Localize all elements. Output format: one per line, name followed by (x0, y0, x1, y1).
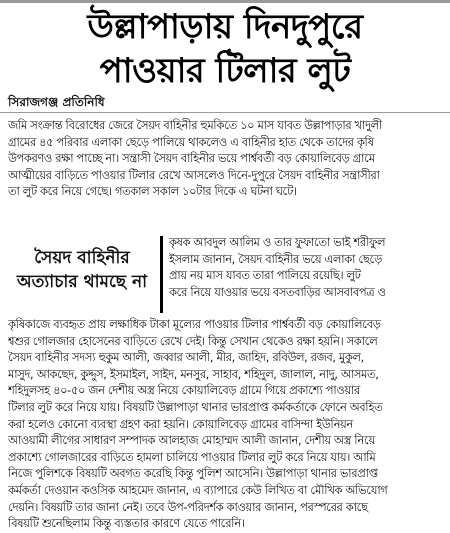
text-line: করে নিয়ে যাওয়ার ভয়ে বসতবাড়ির আসবাবপত্র ও (169, 285, 386, 299)
text-line: গ্রামের ৪৫ পরিবার এলাকা ছেড়ে পালিয়ে থাকলেও এ বাহিনীর হাত থেকে তাদের কৃষি (8, 135, 374, 149)
text-line: কর্মকর্তা দেওয়ান কওসিক আহমেদ জানান, এ ব্যাপারে কেউ লিখিত বা মৌখিক অভিযোগ (8, 483, 388, 497)
headline-line-1: উল্লাপাড়ায় দিনদুপুরে (87, 7, 363, 47)
text-line: জমি সংক্রান্ত বিরোধের জেরে সৈয়দ বাহিনীর হুমকিতে ১০ মাস যাবত উল্লাপাড়ার খাদুলী (8, 119, 382, 132)
text-line: তা লুট করে নিয়ে গেছে। গতকাল সকাল ১০টার দিকে এ ঘটনা ঘটে। (8, 185, 297, 199)
text-line: করা হলেও কোনো ব্যবস্থা গ্রহণ করা হয়নি। কোয়ালিবেড় গ্রামের বাসিন্দা ইউনিয়ন (8, 417, 353, 431)
byline-rule (0, 112, 450, 113)
text-line: টিলার লুট করে নিয়ে যায়। বিষয়টি উল্লাপাড়া থানার ভারপ্রাপ্ত কর্মকর্তাকে ফোনে অবহিত (8, 400, 383, 414)
pull-quote (8, 246, 156, 294)
pull-quote-line-2: অত্যাচার থামছে না (16, 272, 148, 292)
text-line: শ্বশুর গোলজার হোসেনের বাড়িতে রেখে দেই। কিন্তু সেখান থেকেও রক্ষা হয়নি। সকালে (8, 334, 378, 348)
text-line: কৃষক আবদুল আলিম ও তার ফুফাতো ভাই শরীফুল (169, 236, 386, 249)
text-line: মাসুদ, আকছেদ, কুদ্দুস, ইসমাইল, সাইদ, মনসুর, সাহাব, শহিদুল, জালাল, নাদু, আসমত, (8, 367, 379, 381)
text-line: শহিদুলসহ ৪০-৫০ জন দেশীয় অস্ত্র নিয়ে কোয়ালিবেড় গ্রামে গিয়ে প্রকাশ্যে পাওয়ার (8, 384, 360, 398)
text-line: আত্মীয়ের বাড়িতে পাওয়ার টিলার রেখে আসলেও দিনে-দুপুরে সৈয়দ বাহিনীর সন্ত্রাসীরা (8, 168, 380, 182)
pull-quote-bar (160, 236, 163, 313)
paragraph-side-column (169, 235, 444, 301)
text-line: কৃষিকাজে ব্যবহৃত প্রায় লক্ষাধিক টাকা মূল্যের পাওয়ার টিলার পার্শ্ববর্তী বড় কোয়ালিবেড় (8, 318, 381, 331)
text-line: দেয়নি। বিষয়টি তার জানা নেই। তবে উপ-পরিদর্শক কাওয়ার জানান, পরস্পরের কাছে (8, 500, 368, 514)
byline: সিরাজগঞ্জ প্রতিনিধি (8, 95, 105, 109)
pull-quote-line-1: সৈয়দ বাহিনীর (34, 248, 130, 268)
text-line: প্রায় নয় মাস যাবত তারা পালিয়ে রয়েছি। লুট (169, 269, 361, 283)
text-line: প্রকাশ্যে গোলজারের বাড়িতে হামলা চালিয়ে পাওয়ার টিলার লুট করে নিয়ে যায়। আমি (8, 450, 376, 464)
text-line: বিষয়টি শুনেছিলাম কিন্তু ব্যস্ততার কারণে যেতে পারেনি। (8, 517, 245, 531)
paragraph-intro (8, 118, 444, 201)
top-rule (0, 0, 450, 3)
text-line: আওয়ামী লীগের সাধারণ সম্পাদক আলহাজ মোহাম্মদ আলী জানান, দেশীয় অস্ত্র নিয়ে (8, 434, 375, 448)
text-line: নিজে পুলিশকে বিষয়টি অবগত করেছি কিন্তু পুলিশ আসেনি। উল্লাপাড়া থানার ভারপ্রাপ্ত (8, 467, 378, 481)
text-line: ইসলাম জানান, সৈয়দ বাহিনীর ভয়ে এলাকা ছেড়ে (169, 252, 382, 266)
text-line: সৈয়দ বাহিনীর সদস্য হুকুম আলী, জব্বার আলী, মীর, জাহিদ, রবিউল, রজব, মুকুল, (8, 351, 364, 365)
headline (10, 5, 440, 93)
text-line: উপকরণও রক্ষা পাচ্ছে না। সন্ত্রাসী সৈয়দ বাহিনীর ভয়ে পার্শ্ববর্তী বড় কোয়ালিবেড় গ্রামে (8, 152, 375, 166)
paragraph-body (8, 317, 444, 533)
headline-line-2: পাওয়ার টিলার লুট (99, 51, 351, 91)
